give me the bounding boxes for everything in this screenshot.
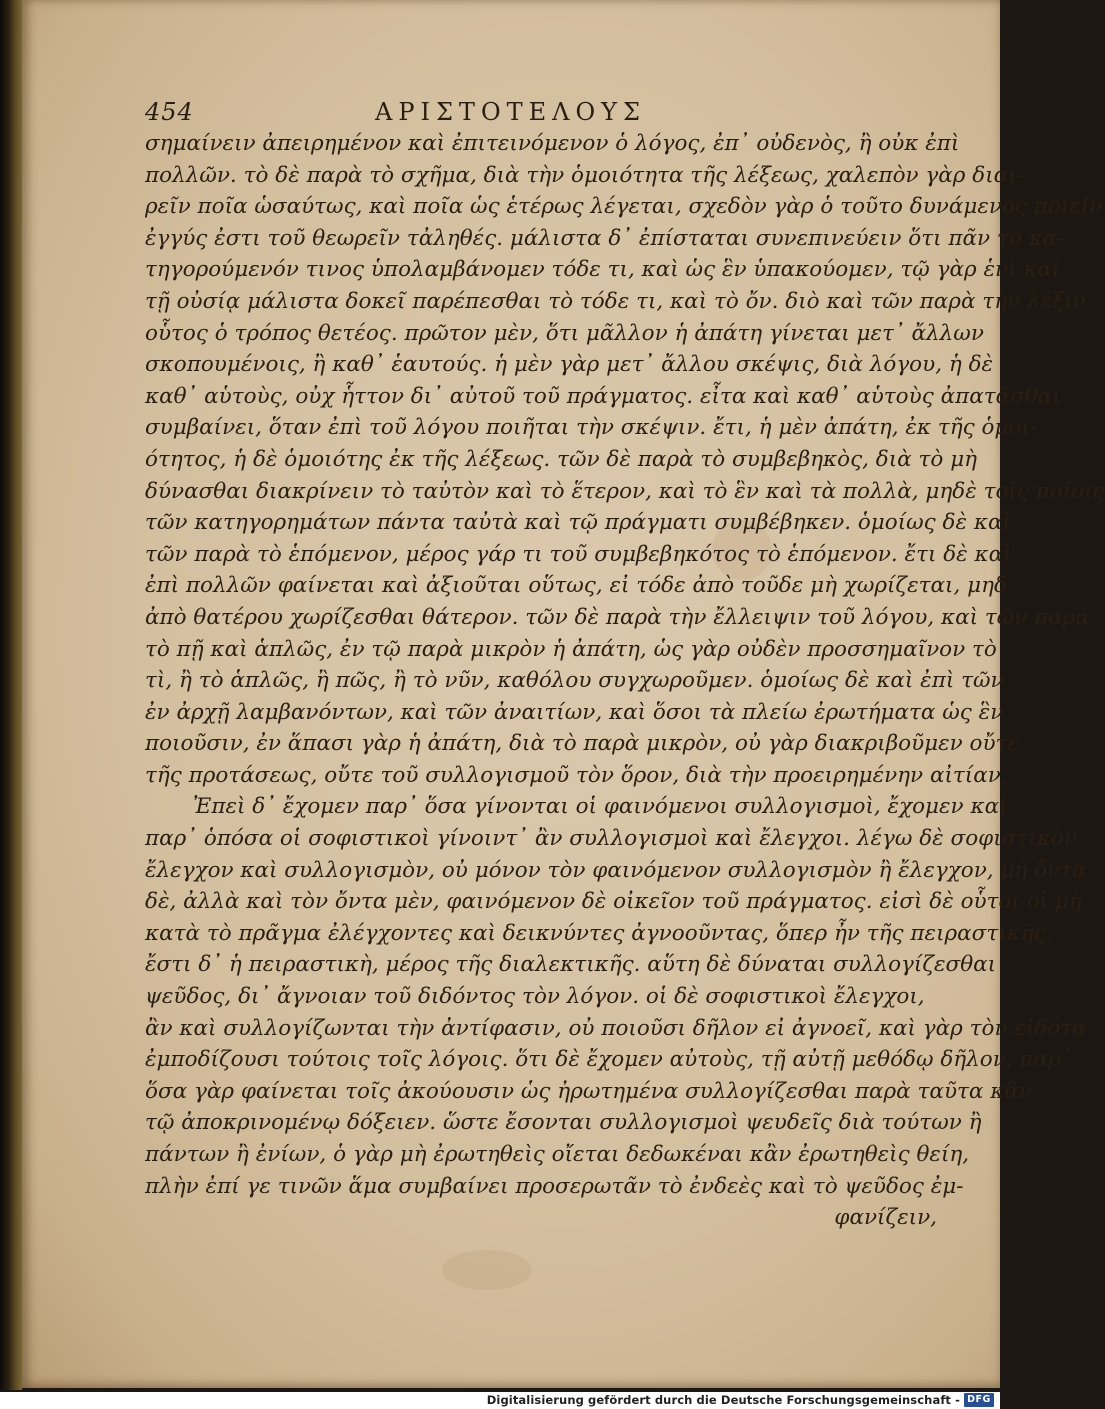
text-line: τῷ ἀποκρινομένῳ δόξειεν. ὥστε ἔσονται συλλογισμοὶ ψευδεῖς διὰ τούτων ἢ [145,1110,982,1136]
text-line: ἐγγύς ἐστι τοῦ θεωρεῖν τἀληθές. μάλιστα δ᾽ ἐπίσταται συνεπινεύειν ὅτι πᾶν τὸ κα- [145,225,1065,251]
running-header [145,98,925,132]
text-line: παρ᾽ ὁπόσα οἱ σοφιστικοὶ γίνοιντ᾽ ἂν συλλογισμοὶ καὶ ἔλεγχοι. λέγω δὲ σοφιστικὸν [145,826,1077,852]
text-line: ότητος, ἡ δὲ ὁμοιότης ἐκ τῆς λέξεως. τῶν δὲ παρὰ τὸ συμβεβηκὸς, διὰ τὸ μὴ [145,446,978,472]
page-number: 454 [145,98,194,126]
text-line: δὲ, ἀλλὰ καὶ τὸν ὄντα μὲν, φαινόμενον δὲ οἰκεῖον τοῦ πράγματος. εἰσὶ δὲ οὗτοι οἱ μὴ [145,889,1082,915]
paper-stain [442,1250,532,1290]
text-line: ἔλεγχον καὶ συλλογισμὸν, οὐ μόνον τὸν φαινόμενον συλλογισμὸν ἢ ἔλεγχον, μὴ ὄντα [145,857,1087,883]
text-line: ὅσα γὰρ φαίνεται τοῖς ἀκούουσιν ὡς ἠρωτημένα συλλογίζεσθαι παρὰ ταῦτα κἂν [145,1078,1032,1104]
paragraph-start-line: Ἐπεὶ δ᾽ ἔχομεν παρ᾽ ὅσα γίνονται οἱ φαινόμενοι συλλογισμοὶ, ἔχομεν καὶ [193,794,1008,820]
text-line: οὗτος ὁ τρόπος θετέος. πρῶτον μὲν, ὅτι μᾶλλον ἡ ἀπάτη γίνεται μετ᾽ ἄλλων [145,320,984,346]
footer-credit: Digitalisierung gefördert durch die Deutsche Forschungsgemeinschaft - [486,1393,960,1407]
text-line: κατὰ τὸ πρᾶγμα ἐλέγχοντες καὶ δεικνύντες ἀγνοοῦντας, ὅπερ ἦν τῆς πειραστικῆς. [145,920,1053,946]
dfg-logo-icon: DFG [964,1393,994,1407]
text-line: τῶν παρὰ τὸ ἑπόμενον, μέρος γάρ τι τοῦ συμβεβηκότος τὸ ἑπόμενον. ἔτι δὲ καὶ [145,541,1012,567]
text-line: ψεῦδος, δι᾽ ἄγνοιαν τοῦ διδόντος τὸν λόγον. οἱ δὲ σοφιστικοὶ ἔλεγχοι, [145,984,925,1010]
text-line: τὸ πῇ καὶ ἁπλῶς, ἐν τῷ παρὰ μικρὸν ἡ ἀπάτη, ὡς γὰρ οὐδὲν προσσημαῖνον τὸ [145,636,997,662]
text-line: δύνασθαι διακρίνειν τὸ ταὐτὸν καὶ τὸ ἕτερον, καὶ τὸ ἓν καὶ τὰ πολλὰ, μηδὲ τοῖς ποίοις [145,478,1105,504]
text-line: πλὴν ἐπί γε τινῶν ἅμα συμβαίνει προσερωτᾶν τὸ ἐνδεὲς καὶ τὸ ψεῦδος ἐμ- [145,1173,964,1199]
text-line: ἐμποδίζουσι τούτοις τοῖς λόγοις. ὅτι δὲ ἔχομεν αὐτοὺς, τῇ αὐτῇ μεθόδῳ δῆλον, παρ᾽ [145,1047,1072,1073]
greek-text-block [145,128,1105,1234]
text-line: τῆς προτάσεως, οὔτε τοῦ συλλογισμοῦ τὸν ὅρον, διὰ τὴν προειρημένην αἰτίαν. [145,762,1008,788]
text-line: ἀπὸ θατέρου χωρίζεσθαι θάτερον. τῶν δὲ παρὰ τὴν ἔλλειψιν τοῦ λόγου, καὶ τῶν παρὰ [145,604,1091,630]
text-line: συμβαίνει, ὅταν ἐπὶ τοῦ λόγου ποιῆται τὴν σκέψιν. ἔτι, ἡ μὲν ἀπάτη, ἐκ τῆς ὁμοι- [145,415,1038,441]
text-line: ἐπὶ πολλῶν φαίνεται καὶ ἀξιοῦται οὕτως, εἰ τόδε ἀπὸ τοῦδε μὴ χωρίζεται, μηδ᾽ [145,573,1018,599]
text-line: ρεῖν ποῖα ὡσαύτως, καὶ ποῖα ὡς ἑτέρως λέγεται, σχεδὸν γὰρ ὁ τοῦτο δυνάμενος ποιεῖν [145,194,1103,220]
book-binding-edge [0,0,22,1390]
digitization-footer [0,1392,1000,1409]
text-line: ἐν ἀρχῇ λαμβανόντων, καὶ τῶν ἀναιτίων, καὶ ὅσοι τὰ πλείω ἐρωτήματα ὡς ἓν [145,699,1004,725]
text-line: σκοπουμένοις, ἢ καθ᾽ ἑαυτούς. ἡ μὲν γὰρ μετ᾽ ἄλλου σκέψις, διὰ λόγου, ἡ δὲ [145,352,994,378]
text-line: καθ᾽ αὑτοὺς, οὐχ ἧττον δι᾽ αὐτοῦ τοῦ πράγματος. εἶτα καὶ καθ᾽ αὑτοὺς ἀπατᾶσθαι [145,383,1061,409]
text-line: τῶν κατηγορημάτων πάντα ταὐτὰ καὶ τῷ πράγματι συμβέβηκεν. ὁμοίως δὲ καὶ [145,510,1011,536]
text-line: σημαίνειν ἀπειρημένον καὶ ἐπιτεινόμενον ὁ λόγος, ἐπ᾽ οὐδενὸς, ἢ οὐκ ἐπὶ [145,131,960,156]
text-line: πάντων ἢ ἐνίων, ὁ γὰρ μὴ ἐρωτηθεὶς οἴεται δεδωκέναι κἂν ἐρωτηθεὶς θείη, [145,1142,970,1167]
text-line: τηγορούμενόν τινος ὑπολαμβάνομεν τόδε τι, καὶ ὡς ἓν ὑπακούομεν, τῷ γὰρ ἑνὶ καὶ [145,257,1061,283]
text-line: ἔστι δ᾽ ἡ πειραστικὴ, μέρος τῆς διαλεκτικῆς. αὕτη δὲ δύναται συλλογίζεσθαι [145,952,997,978]
running-title: ΑΡΙΣΤΟΤΕΛΟΥΣ [375,98,646,126]
text-line: πολλῶν. τὸ δὲ παρὰ τὸ σχῆμα, διὰ τὴν ὁμοιότητα τῆς λέξεως, χαλεπὸν γὰρ διαι- [145,162,1024,188]
text-line: τὶ, ἢ τὸ ἁπλῶς, ἢ πῶς, ἢ τὸ νῦν, καθόλου συγχωροῦμεν. ὁμοίως δὲ καὶ ἐπὶ τῶν [145,668,1004,694]
text-line: ποιοῦσιν, ἐν ἅπασι γὰρ ἡ ἀπάτη, διὰ τὸ παρὰ μικρὸν, οὐ γὰρ διακριβοῦμεν οὔτε [145,731,1020,757]
catchword-line: φανίζειν, [834,1205,937,1231]
text-line: τῇ οὐσίᾳ μάλιστα δοκεῖ παρέπεσθαι τὸ τόδε τι, καὶ τὸ ὄν. διὸ καὶ τῶν παρὰ τὴν λέξιν [145,288,1086,314]
text-line: ἂν καὶ συλλογίζωνται τὴν ἀντίφασιν, οὐ ποιοῦσι δῆλον εἰ ἀγνοεῖ, καὶ γὰρ τὸν εἰδότα [145,1015,1087,1041]
